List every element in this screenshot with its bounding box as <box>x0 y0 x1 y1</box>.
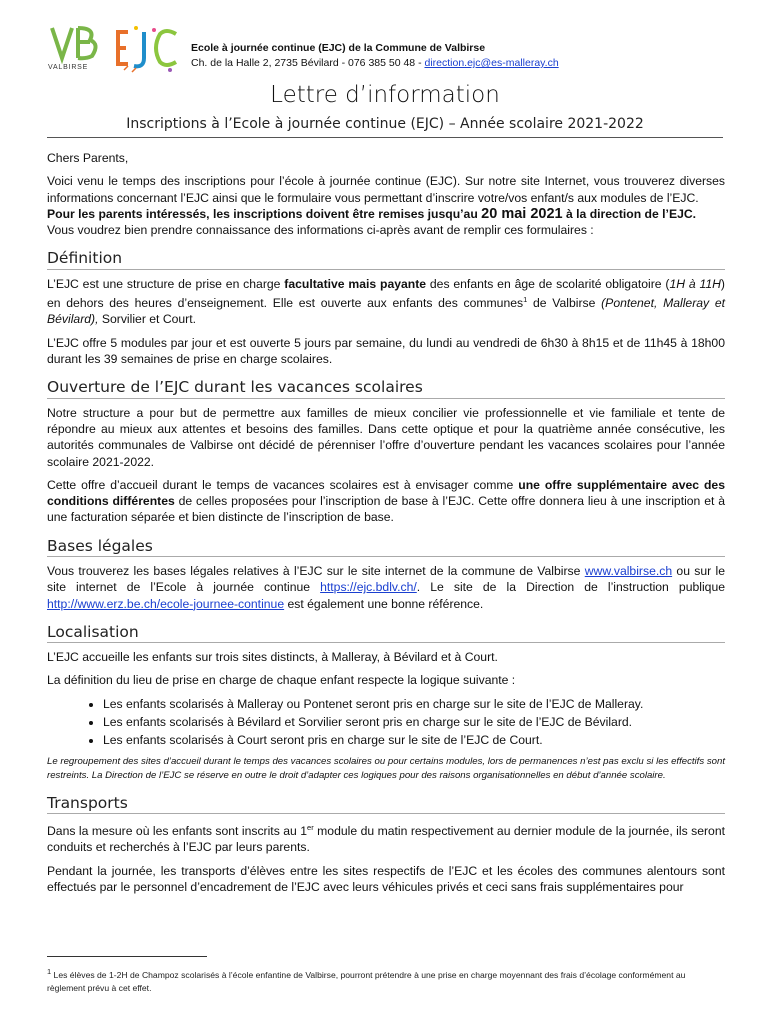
definition-paragraph-2: L’EJC offre 5 modules par jour et est ouverte 5 jours par semaine, du lundi au vendredi de 6h30 à 8h15 et de 11h45 à 18h00 durant les 39 semaines de prise en charge scolaires. <box>47 335 725 367</box>
header-logos <box>48 22 183 77</box>
text-run: ) en dehors des heures d’enseignement. Elle est ouverte aux enfants des communes <box>47 276 725 311</box>
text-run-bold: une offre supplémentaire avec des conditions différentes <box>47 477 725 509</box>
text-run: de celles proposées pour l’inscription de base à l’EJC. Cette offre donnera lieu à une inscription et à une facturation séparée et bien distincte de l’inscription de base. <box>47 494 725 525</box>
email-link[interactable]: direction.ejc@es-malleray.ch <box>424 57 559 69</box>
title-divider <box>47 137 723 138</box>
header-contact <box>191 41 559 71</box>
text-run: Dans la mesure où les enfants sont inscrits au 1 <box>47 824 308 839</box>
transports-paragraph-2: Pendant la journée, les transports d’élèves entre les sites respectifs de l’EJC et les écoles des communes alentours sont effectués par le personnel d’encadrement de l’EJC avec leurs véhicules privés et ceci sans frais supplémentaires pour <box>47 863 725 894</box>
text-run: . Le site de la Direction de l’instruction publique <box>416 580 725 595</box>
localisation-paragraph-1: L’EJC accueille les enfants sur trois sites distincts, à Malleray, à Bévilard et à Court. <box>47 650 498 665</box>
text-run-bold: facultative mais payante <box>284 276 427 291</box>
section-heading-bases: Bases légales <box>47 538 725 557</box>
letter-body <box>47 150 725 902</box>
valbirse-link[interactable]: www.valbirse.ch <box>584 564 673 578</box>
text-run: de Valbirse <box>527 296 602 311</box>
text-run-italic: 1H à 11H <box>669 276 721 291</box>
sites-list <box>47 696 725 749</box>
erz-link[interactable]: http://www.erz.be.ch/ecole-journee-continue <box>47 596 285 611</box>
intro-paragraph-2 <box>47 206 725 239</box>
intro-paragraph-3: Vous voudrez bien prendre connaissance des informations ci-après avant de remplir ces formulaires : <box>47 223 594 238</box>
bases-paragraph <box>47 563 725 612</box>
list-item: • Les enfants scolarisés à Bévilard et Sorvilier seront pris en charge sur le site de l’EJC de Bévilard. <box>103 714 725 730</box>
intro-paragraph-1: Voici venu le temps des inscriptions pour l’école à journée continue (EJC). Sur notre site Internet, vous trouverez diverses informations concernant l’EJC ainsi que le formulaire vous permettant d’inscrire votre/vos enfant/s aux modules de l’EJC. <box>47 174 725 205</box>
section-heading-localisation: Localisation <box>47 624 725 643</box>
localisation-paragraph-2: La définition du lieu de prise en charge de chaque enfant respecte la logique suivante : <box>47 673 516 688</box>
footnote <box>47 965 723 995</box>
definition-paragraph-1 <box>47 276 725 328</box>
footnote-number: 1 <box>47 967 52 976</box>
vacances-paragraph-2 <box>47 477 725 526</box>
list-item: • Les enfants scolarisés à Malleray ou Pontenet seront pris en charge sur le site de l’EJC de Malleray. <box>103 696 725 712</box>
footnote-text: Les élèves de 1-2H de Champoz scolarisés à l’école enfantine de Valbirse, pourront prétendre à une prise en charge moyennant des frais d’écolage conformément au règlement prévu à cet effet. <box>47 969 686 993</box>
address-line <box>191 56 559 71</box>
vacances-paragraph-1: Notre structure a pour but de permettre aux familles de mieux concilier vie professionnelle et vie familiale et tente de répondre au mieux aux attentes et besoins des familles. Dans cette optique et pour la quatrième année consécutive, les autorités communales de Valbirse ont décidé de pérenniser l’offre d’ouverture pendant les vacances scolaires pour l’année scolaire 2021-2022. <box>47 405 725 469</box>
footnote-divider <box>47 956 207 957</box>
text-run-italic: (Pontenet, Malleray et Bévilard), <box>47 296 726 327</box>
text-run: est également une bonne référence. <box>284 596 484 611</box>
text-run: Sorvilier et Court. <box>98 312 197 327</box>
deadline-text-end: à la direction de l’EJC. <box>562 206 697 221</box>
page-subtitle: Inscriptions à l’Ecole à journée continue (EJC) – Année scolaire 2021-2022 <box>126 116 644 132</box>
localisation-note: Le regroupement des sites d’accueil durant le temps des vacances scolaires ou pour certains modules, lors de permanences n’est pas exclu si les effectifs sont restreints. La Direction de l’EJC se réserve en outre le droit d’adapter ces logiques pour des raisons organisationnelles en début d’année scolaire. <box>47 755 725 781</box>
text-run: ou sur le site internet de l’Ecole à journée continue <box>47 564 726 595</box>
text-run: Cette offre d’accueil durant le temps de vacances scolaires est à envisager comme <box>47 477 519 492</box>
address-text: Ch. de la Halle 2, 2735 Bévilard - 076 385 50 48 - <box>191 57 425 69</box>
greeting: Chers Parents, <box>47 151 129 165</box>
ejc-logo <box>114 24 184 76</box>
list-item: • Les enfants scolarisés à Court seront pris en charge sur le site de l’EJC de Court. <box>103 732 725 748</box>
ejc-link[interactable]: https://ejc.bdlv.ch/ <box>320 580 417 595</box>
text-run: module du matin respectivement au dernier module de la journée, ils seront conduits et recherchés à l’EJC par leurs parents. <box>47 824 725 855</box>
section-heading-definition: Définition <box>47 250 725 269</box>
valbirse-logo-text: VALBIRSE <box>48 64 89 71</box>
ordinal-superscript: er <box>307 822 314 832</box>
transports-paragraph-1 <box>47 820 725 856</box>
section-heading-transports: Transports <box>47 795 725 814</box>
page-title: Lettre d’information <box>270 82 500 108</box>
deadline-date: 20 mai 2021 <box>481 205 563 222</box>
school-name: Ecole à journée continue (EJC) de la Commune de Valbirse <box>191 42 486 54</box>
section-heading-vacances: Ouverture de l’EJC durant les vacances scolaires <box>47 379 725 398</box>
text-run: des enfants en âge de scolarité obligatoire ( <box>426 276 670 291</box>
text-run: L’EJC est une structure de prise en charge <box>47 276 285 291</box>
footnote-ref: 1 <box>523 295 528 305</box>
deadline-text: Pour les parents intéressés, les inscriptions doivent être remises jusqu’au <box>47 206 482 221</box>
text-run: Vous trouverez les bases légales relatives à l’EJC sur le site internet de la commune de Valbirse <box>47 564 585 578</box>
